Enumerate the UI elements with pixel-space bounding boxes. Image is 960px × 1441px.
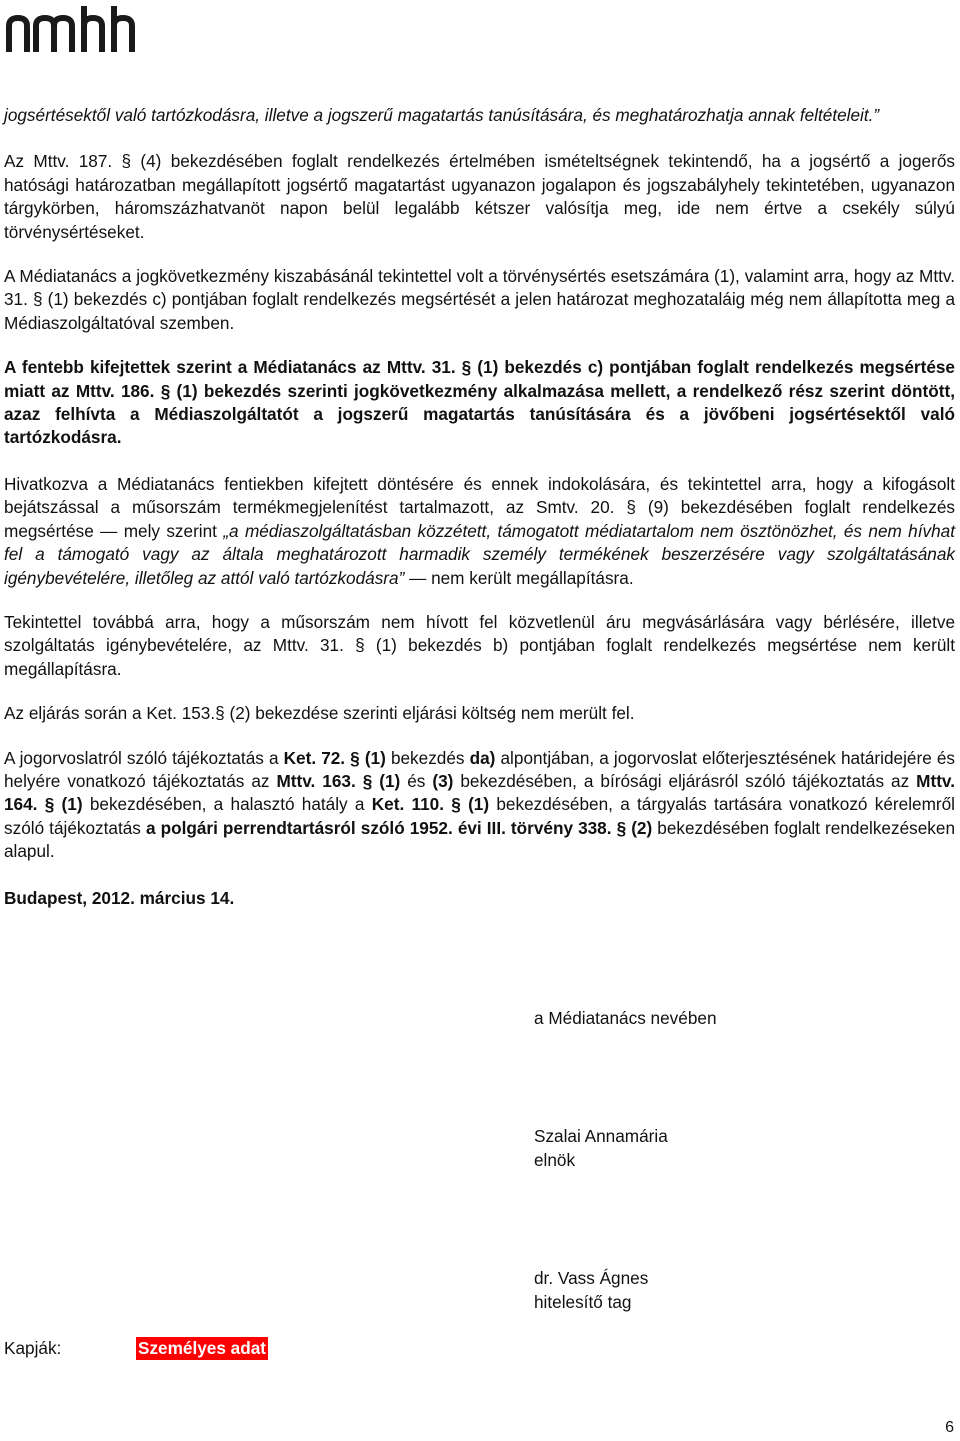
paragraph-mttv-31b: Tekintettel továbbá arra, hogy a műsorszám nem hívott fel közvetlenül áru megvásárlására vagy bérlésére, illetve szolgáltatás igénybevételére, az Mttv. 31. § (1) bekezdés b) pontjában foglalt rendelkezés megsértése nem került megállapításra. bbox=[4, 611, 955, 679]
text-run: bekezdésében, a tárgyalás tartására vonatkozó kérelemről szóló tájékoztatás bbox=[4, 794, 955, 838]
paragraph-quote-end: jogsértésektől való tartózkodásra, illetve a jogszerű magatartás tanúsítására, és meghatározhatja annak feltételeit.” bbox=[4, 105, 880, 125]
text-run: alpontjában, a jogorvoslat előterjesztésének határidejére és helyére vonatkozó tájékoztatás az bbox=[4, 747, 955, 791]
paragraph-costs: Az eljárás során a Ket. 153.§ (2) bekezdése szerinti eljárási költség nem merült fel. bbox=[4, 703, 635, 724]
legal-citation: Ket. 72. § (1) bbox=[283, 747, 386, 768]
signatory-authenticator bbox=[534, 1266, 648, 1314]
text-run: bekezdésében, a bírósági eljárásról szóló tájékoztatás az bbox=[453, 770, 917, 791]
legal-citation: a polgári perrendtartásról szóló 1952. évi III. törvény 338. § (2) bbox=[145, 817, 653, 838]
document-body bbox=[4, 104, 955, 933]
date-line: Budapest, 2012. március 14. bbox=[4, 887, 235, 908]
text-run: bekezdés bbox=[385, 747, 470, 768]
legal-citation: Ket. 110. § (1) bbox=[371, 794, 490, 815]
signatory-president bbox=[534, 1124, 668, 1172]
on-behalf-line: a Médiatanács nevében bbox=[534, 1008, 717, 1028]
paragraph-legal-remedy bbox=[4, 747, 955, 864]
signatory-title: elnök bbox=[534, 1150, 576, 1170]
legal-citation: Mttv. 163. § (1) bbox=[276, 770, 401, 791]
signatory-title: hitelesítő tag bbox=[534, 1292, 632, 1312]
text-run: A jogorvoslatról szóló tájékoztatás a bbox=[4, 747, 284, 768]
paragraph-decision: A fentebb kifejtettek szerint a Médiatanács az Mttv. 31. § (1) bekezdés c) pontjában foglalt rendelkezés megsértése miatt az Mttv. 186. § (1) bekezdés szerinti jogkövetkezmény alkalmazása mellett, a rendelkező rész szerint döntött, azaz felhívta a Médiaszolgáltatót a jogszerű magatartás tanúsítására és a jövőbeni jogsértésektől való tartózkodásra. bbox=[4, 357, 955, 448]
text-run: bekezdésében, a halasztó hatály a bbox=[82, 794, 372, 815]
paragraph-smtv-reference: Hivatkozva a Médiatanács fentiekben kifejtett döntésére és ennek indokolására, és tekintettel arra, hogy a kifogásolt bejátszással a műsorszám termékmegjelenítést tartalmazott, az Smtv. 20. § (9) bekezdésében foglalt rendelkezés megsértése — mely szerint „a médiaszolgáltatásban közzétett, támogatott médiatartalom nem ösztönözhet, és nem hívhat fel a támogató vagy az általa meghatározott harmadik személy termékének beszerzésére vagy szolgáltatásának igénybevételére, illetőleg az attól való tartózkodásra” — nem került megállapításra. bbox=[4, 473, 955, 588]
recipients-redacted: Személyes adat bbox=[138, 1338, 267, 1358]
legal-citation: Mttv. 164. § (1) bbox=[4, 770, 955, 815]
text-run: bekezdésében foglalt rendelkezéseken alapul. bbox=[4, 817, 955, 862]
page-number: 6 bbox=[945, 1419, 954, 1436]
signatory-name: Szalai Annamária bbox=[534, 1126, 668, 1146]
text-run: és bbox=[400, 770, 433, 791]
recipients-label: Kapják: bbox=[4, 1338, 62, 1358]
paragraph-consideration: A Médiatanács a jogkövetkezmény kiszabásánál tekintettel volt a törvénysértés esetszámára (1), valamint arra, hogy az Mttv. 31. § (1) bekezdés c) pontjában foglalt rendelkezés megsértését a jelen határozat meghozataláig még nem állapította meg a Médiaszolgáltatóval szemben. bbox=[4, 266, 955, 333]
nmhh-logo bbox=[4, 4, 150, 54]
signatory-name: dr. Vass Ágnes bbox=[534, 1268, 649, 1288]
paragraph-repetition-rule: Az Mttv. 187. § (4) bekezdésében foglalt rendelkezés értelmében ismételtségnek tekintendő, ha a jogsértő a jogerős hatósági határozatban megállapított jogsértő magatartást ugyanazon jogalapon és jogszabályhely tekintetében, ugyanazon tárgykörben, háromszázhatvanöt napon belül legalább kétszer valósítja meg, ide nem értve a csekély súlyú törvénysértéseket. bbox=[4, 151, 955, 242]
legal-citation: da) bbox=[469, 747, 496, 768]
legal-citation: (3) bbox=[432, 770, 454, 791]
